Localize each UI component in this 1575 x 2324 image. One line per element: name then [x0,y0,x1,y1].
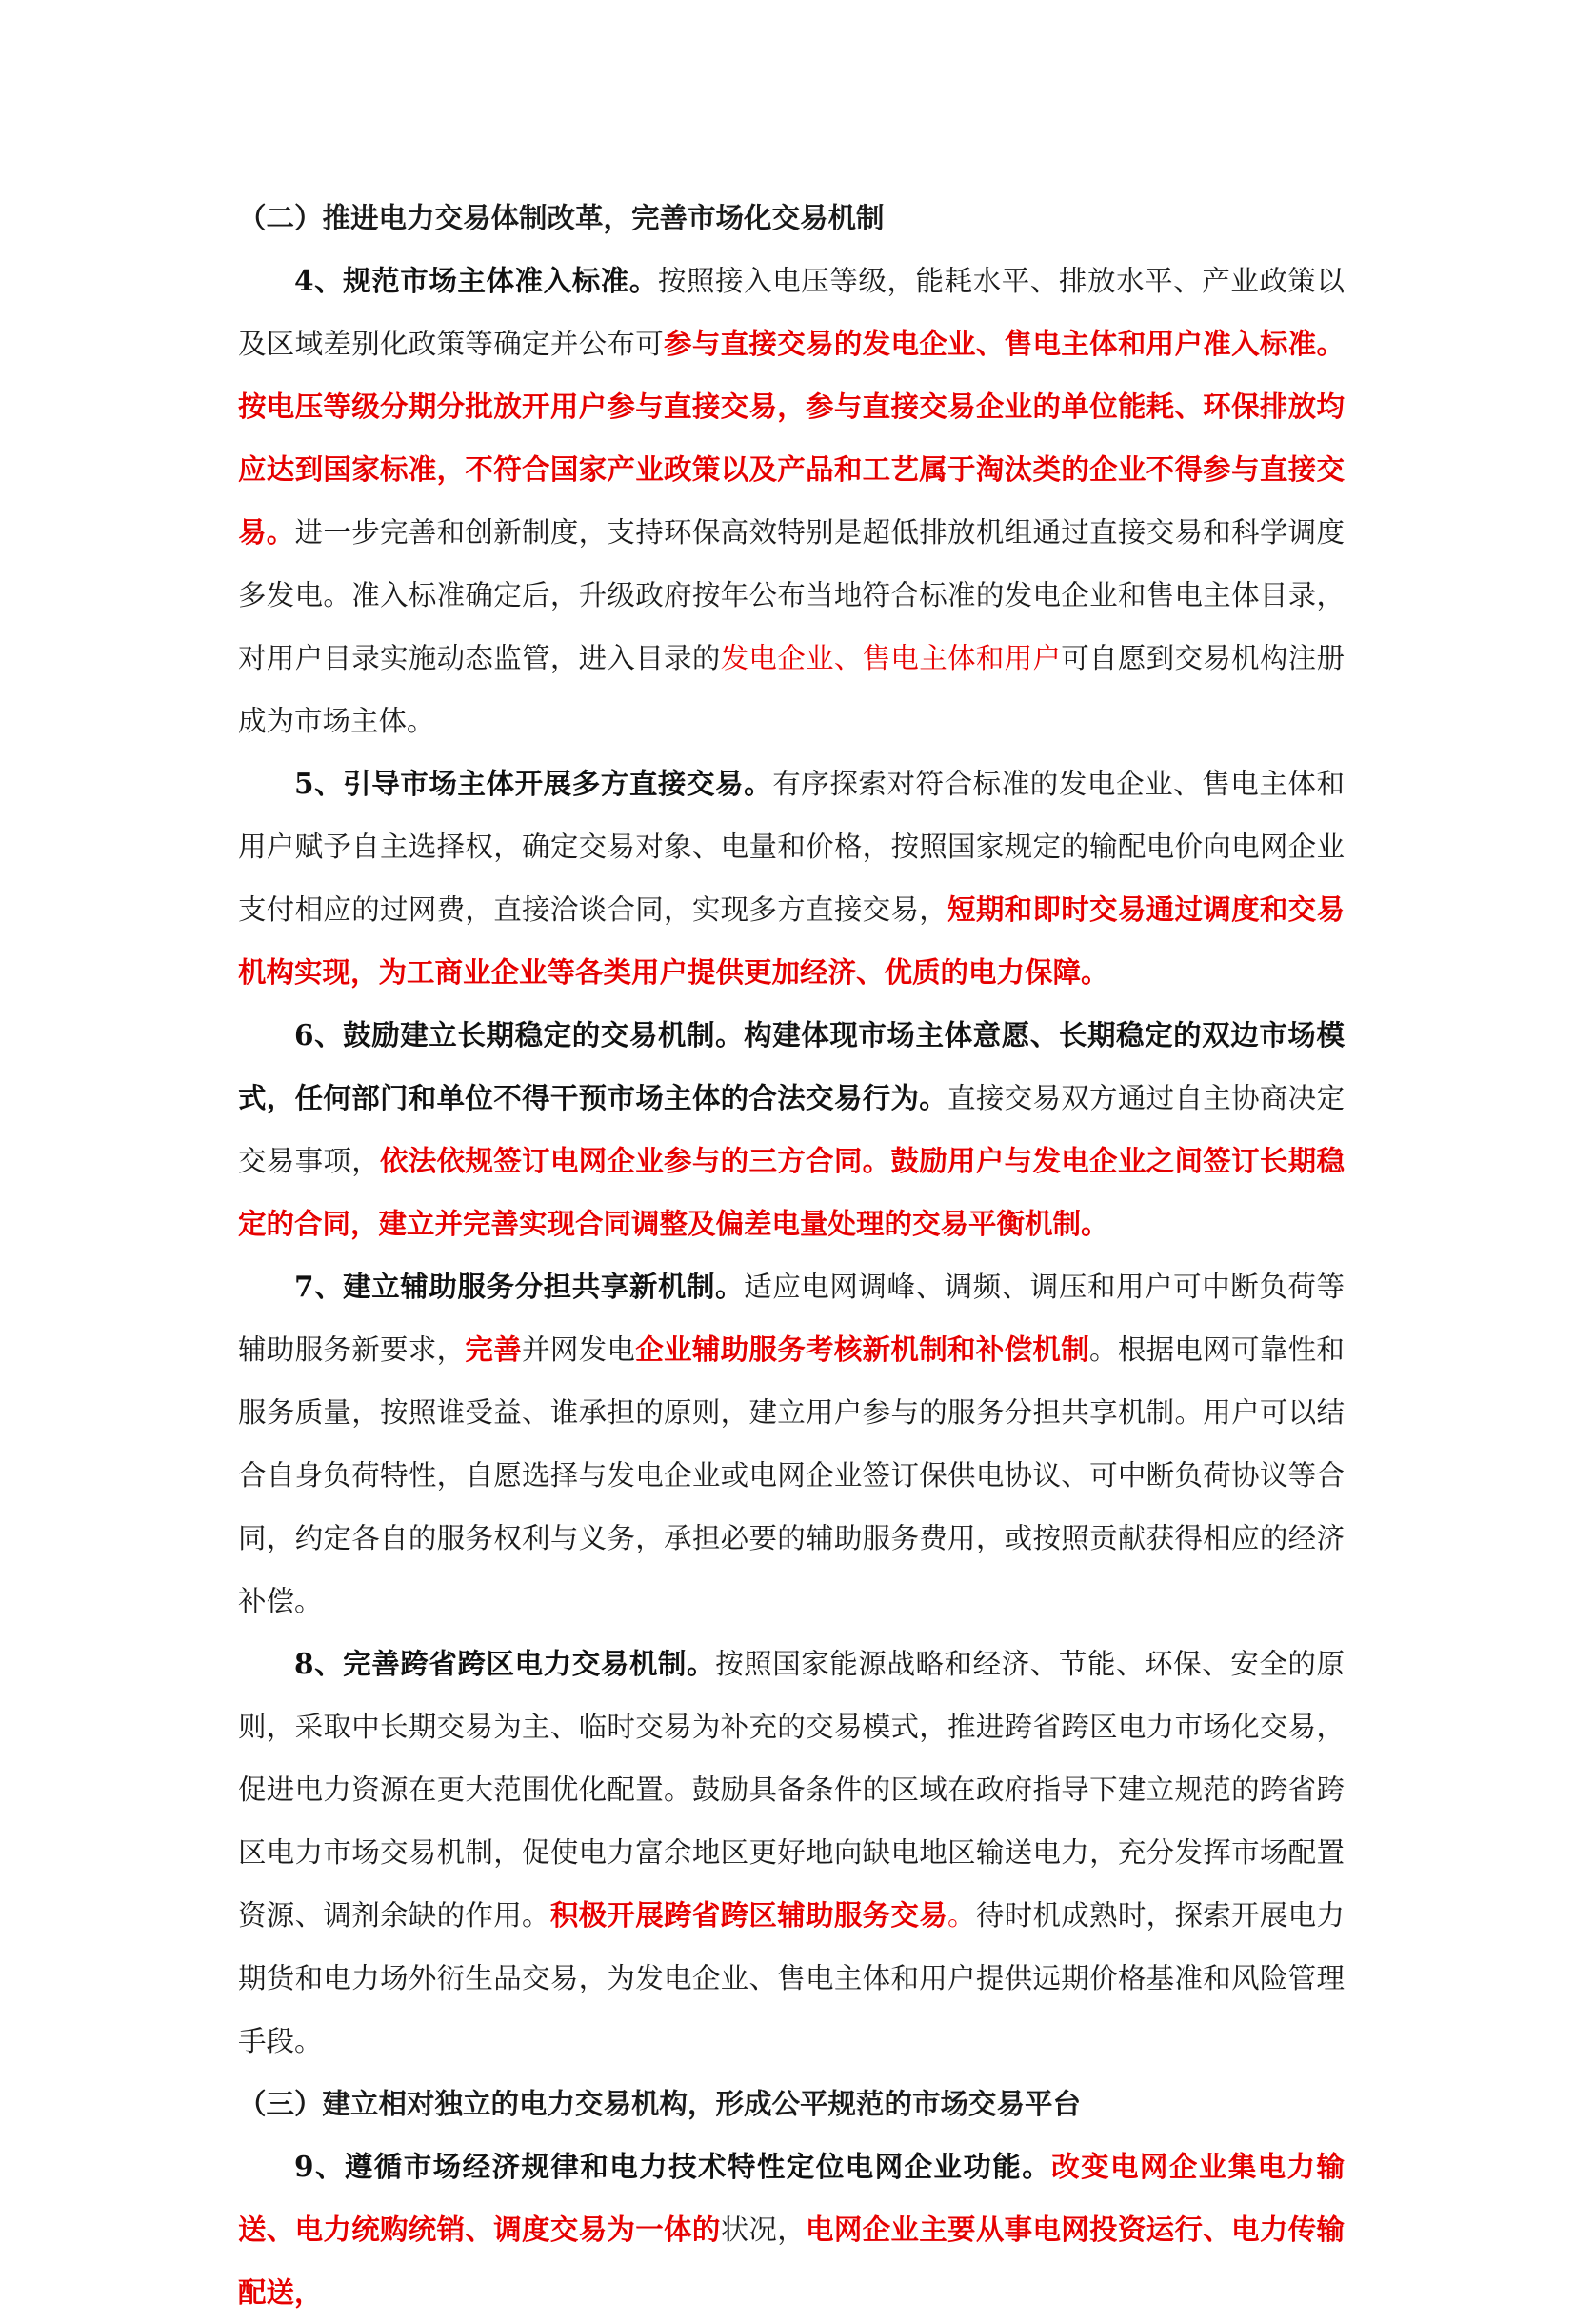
paragraph-4-text-3: 可自愿到交易机构注册成为市场主体。 [238,642,1345,737]
paragraph-7-highlight-1: 完善 [465,1332,523,1366]
paragraph-9-title: 9、遵循市场经济规律和电力技术特性定位电网企业功能。 [294,2150,1052,2183]
paragraph-4-text-1: 按照接入电压等级，能耗水平、排放水平、产业政策以及区域差别化政策等确定并公布可 [238,265,1345,360]
paragraph-8-highlight-2: 。 [947,1899,976,1932]
paragraph-8-highlight-1: 积极开展跨省跨区辅助服务交易 [549,1898,948,1932]
paragraph-4 [238,250,1345,752]
paragraph-5-title: 5、引导市场主体开展多方直接交易。 [294,767,773,800]
paragraph-9-highlight-1: 改变电网企业集电力输送、电力统购统销、调度交易为一体的 [238,2150,1345,2246]
paragraph-8 [238,1633,1345,2073]
paragraph-7-title: 7、建立辅助服务分担共享新机制。 [294,1270,745,1303]
paragraph-6 [238,1004,1345,1255]
paragraph-4-title: 4、规范市场主体准入标准。 [294,264,658,297]
paragraph-7 [238,1255,1345,1633]
paragraph-9 [238,2135,1345,2324]
paragraph-7-text-3: 。根据电网可靠性和服务质量，按照谁受益、谁承担的原则，建立用户参与的服务分担共享机制。用户可以结合自身负荷特性，自愿选择与发电企业或电网企业签订保供电协议、可中断负荷协议等合同，约定各自的服务权利与义务，承担必要的辅助服务费用，或按照贡献获得相应的经济补偿。 [238,1333,1345,1617]
paragraph-7-text-2: 并网发电 [522,1333,636,1366]
paragraph-8-text-1: 按照国家能源战略和经济、节能、环保、安全的原则，采取中长期交易为主、临时交易为补充的交易模式，推进跨省跨区电力市场化交易，促进电力资源在更大范围优化配置。鼓励具备条件的区域在政府指导下建立规范的跨省跨区电力市场交易机制，促使电力富余地区更好地向缺电地区输送电力，充分发挥市场配置资源、调剂余缺的作用。 [238,1648,1345,1932]
paragraph-8-text-2: 待时机成熟时，探索开展电力期货和电力场外衍生品交易，为发电企业、售电主体和用户提供远期价格基准和风险管理手段。 [238,1899,1345,2057]
paragraph-5-text-1: 有序探索对符合标准的发电企业、售电主体和用户赋予自主选择权，确定交易对象、电量和价格，按照国家规定的输配电价向电网企业支付相应的过网费，直接洽谈合同，实现多方直接交易， [238,768,1345,926]
paragraph-6-highlight-1: 依法依规签订电网企业参与的三方合同。鼓励用户与发电企业之间签订长期稳定的合同，建立并完善实现合同调整及偏差电量处理的交易平衡机制。 [238,1144,1345,1240]
paragraph-7-text-1: 适应电网调峰、调频、调压和用户可中断负荷等辅助服务新要求， [238,1271,1345,1366]
paragraph-6-text-1: 直接交易双方通过自主协商决定交易事项， [238,1082,1345,1177]
paragraph-5 [238,752,1345,1004]
paragraph-9-text-1: 状况， [720,2214,807,2246]
section-heading-2: （二）推进电力交易体制改革，完善市场化交易机制 [238,201,885,234]
paragraph-4-highlight-2: 发电企业、售电主体和用户 [720,642,1062,674]
paragraph-4-highlight-1: 参与直接交易的发电企业、售电主体和用户准入标准。按电压等级分期分批放开用户参与直接交易，参与直接交易企业的单位能耗、环保排放均应达到国家标准，不符合国家产业政策以及产品和工艺属于淘汰类的企业不得参与直接交易。 [238,327,1345,549]
paragraph-5-highlight-1: 短期和即时交易通过调度和交易机构实现，为工商业企业等各类用户提供更加经济、优质的电力保障。 [238,892,1345,989]
paragraph-9-highlight-2: 电网企业主要从事电网投资运行、电力传输配送， [238,2213,1345,2309]
paragraph-8-title: 8、完善跨省跨区电力交易机制。 [294,1647,716,1680]
paragraph-7-highlight-2: 企业辅助服务考核新机制和补偿机制 [635,1332,1090,1366]
paragraph-6-title: 6、鼓励建立长期稳定的交易机制。构建体现市场主体意愿、长期稳定的双边市场模式，任何部门和单位不得干预市场主体的合法交易行为。 [238,1018,1345,1114]
document-page [238,187,1345,2324]
section-heading-3: （三）建立相对独立的电力交易机构，形成公平规范的市场交易平台 [238,2087,1082,2120]
paragraph-4-text-2: 进一步完善和创新制度，支持环保高效特别是超低排放机组通过直接交易和科学调度多发电。准入标准确定后，升级政府按年公布当地符合标准的发电企业和售电主体目录，对用户目录实施动态监管，进入目录的 [238,516,1345,674]
